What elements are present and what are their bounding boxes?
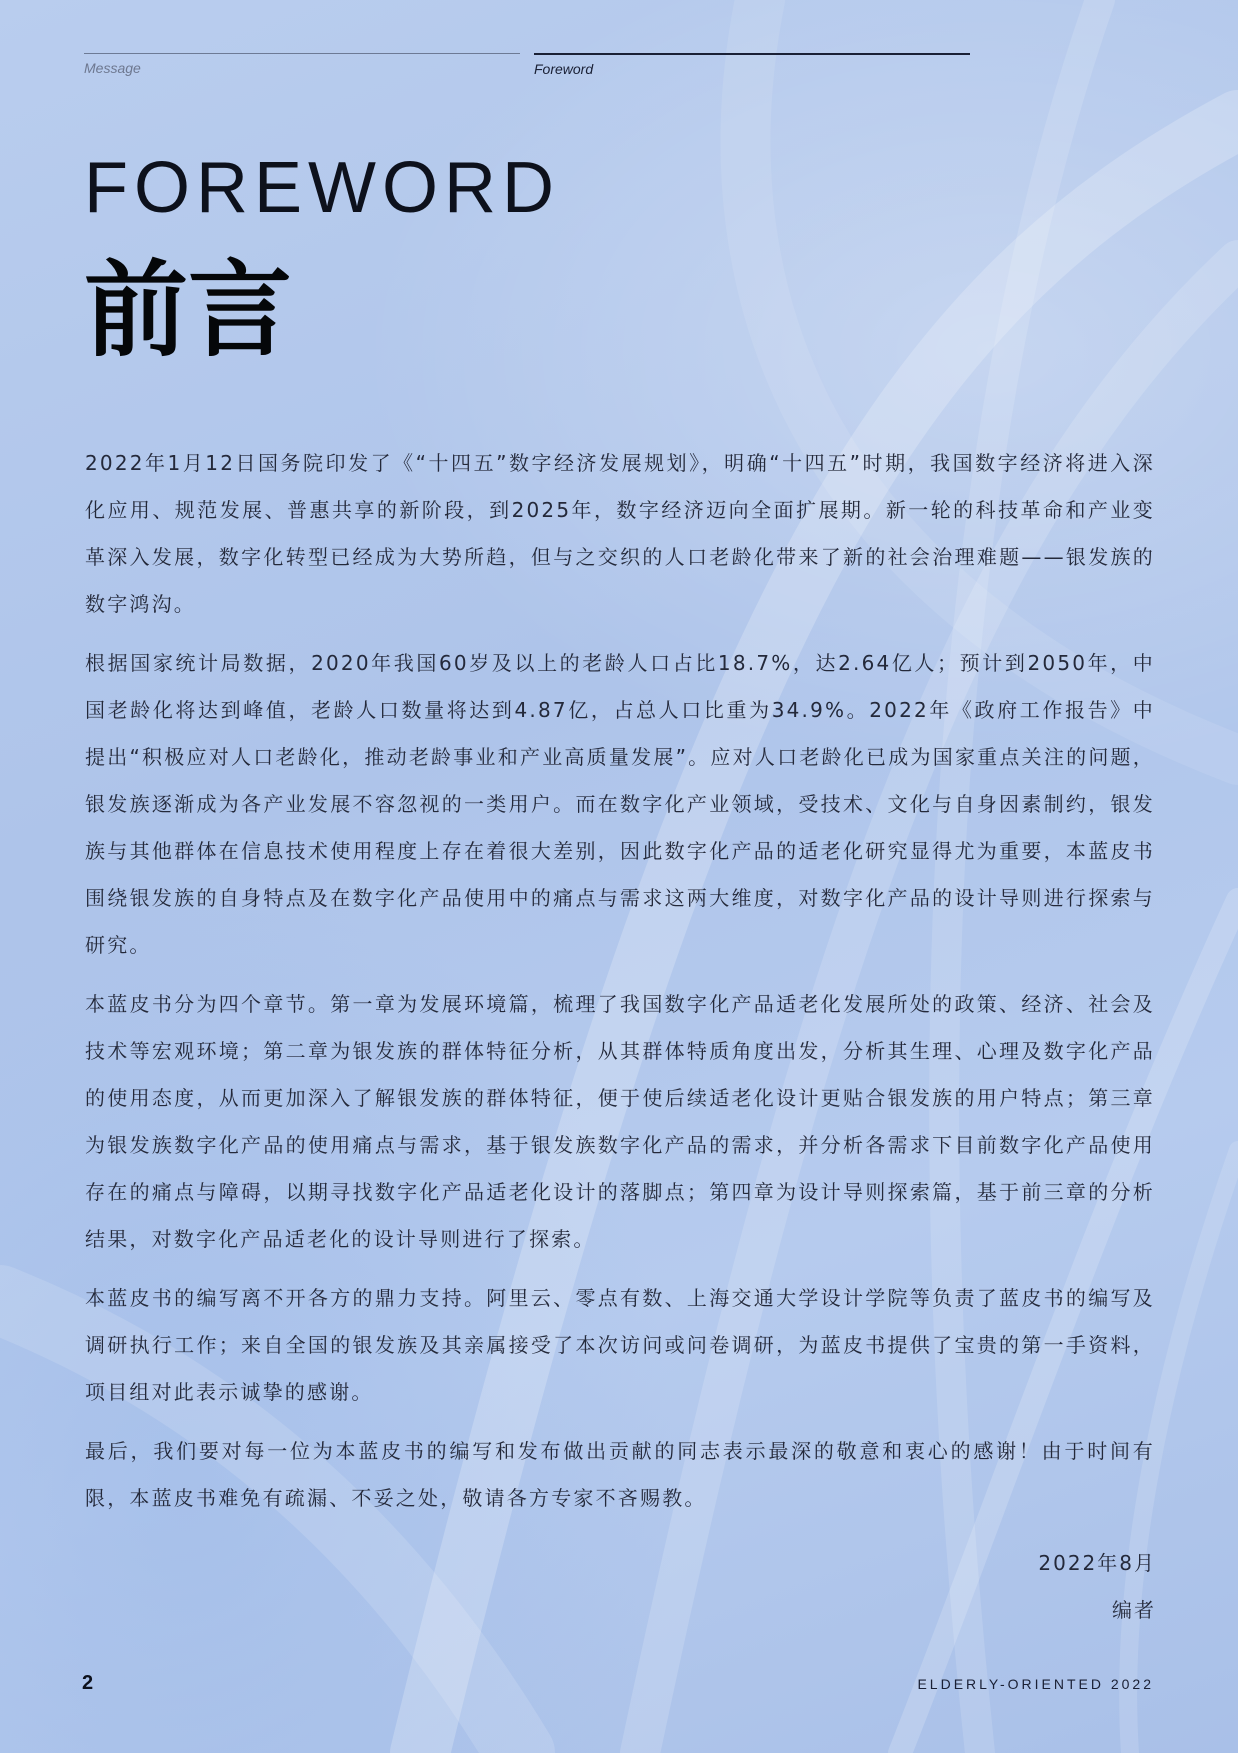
nav-tab-label: Message	[84, 60, 141, 76]
page-number: 2	[82, 1672, 94, 1694]
nav-tab-rule	[84, 53, 520, 54]
paragraph: 本蓝皮书分为四个章节。第一章为发展环境篇，梳理了我国数字化产品适老化发展所处的政策、经济、社会及技术等宏观环境；第二章为银发族的群体特征分析，从其群体特质角度出发，分析其生理、心理及数字化产品的使用态度，从而更加深入了解银发族的群体特征，便于使后续适老化设计更贴合银发族的用户特点；第三章为银发族数字化产品的使用痛点与需求，基于银发族数字化产品的需求，并分析各需求下目前数字化产品使用存在的痛点与障碍，以期寻找数字化产品适老化设计的落脚点；第四章为设计导则探索篇，基于前三章的分析结果，对数字化产品适老化的设计导则进行了探索。	[85, 992, 1155, 1251]
page-title-english: FOREWORD	[84, 148, 560, 228]
section-nav	[84, 53, 970, 83]
page-title-chinese: 前言	[84, 249, 293, 371]
nav-tab-label: Foreword	[534, 61, 594, 77]
signature-block	[1038, 1540, 1156, 1634]
signature-author: 编者	[1112, 1598, 1156, 1622]
nav-tab-foreword[interactable]	[534, 53, 970, 77]
nav-tab-message[interactable]	[84, 53, 520, 76]
footer-brand: ELDERLY-ORIENTED 2022	[917, 1676, 1154, 1692]
signature-date: 2022年8月	[1038, 1551, 1156, 1575]
paragraph: 本蓝皮书的编写离不开各方的鼎力支持。阿里云、零点有数、上海交通大学设计学院等负责了蓝皮书的编写及调研执行工作；来自全国的银发族及其亲属接受了本次访问或问卷调研，为蓝皮书提供了宝贵的第一手资料，项目组对此表示诚挚的感谢。	[85, 1286, 1155, 1404]
nav-tab-rule	[534, 53, 970, 55]
paragraph: 2022年1月12日国务院印发了《“十四五”数字经济发展规划》，明确“十四五”时期，我国数字经济将进入深化应用、规范发展、普惠共享的新阶段，到2025年，数字经济迈向全面扩展期。新一轮的科技革命和产业变革深入发展，数字化转型已经成为大势所趋，但与之交织的人口老龄化带来了新的社会治理难题——银发族的数字鸿沟。	[85, 451, 1155, 616]
paragraph: 根据国家统计局数据，2020年我国60岁及以上的老龄人口占比18.7%，达2.64亿人；预计到2050年，中国老龄化将达到峰值，老龄人口数量将达到4.87亿，占总人口比重为34.9%。2022年《政府工作报告》中提出“积极应对人口老龄化，推动老龄事业和产业高质量发展”。应对人口老龄化已成为国家重点关注的问题，银发族逐渐成为各产业发展不容忽视的一类用户。而在数字化产业领域，受技术、文化与自身因素制约，银发族与其他群体在信息技术使用程度上存在着很大差别，因此数字化产品的适老化研究显得尤为重要，本蓝皮书围绕银发族的自身特点及在数字化产品使用中的痛点与需求这两大维度，对数字化产品的设计导则进行探索与研究。	[85, 651, 1155, 957]
paragraph: 最后，我们要对每一位为本蓝皮书的编写和发布做出贡献的同志表示最深的敬意和衷心的感谢！由于时间有限，本蓝皮书难免有疏漏、不妥之处，敬请各方专家不吝赐教。	[85, 1439, 1155, 1510]
foreword-body	[85, 440, 1155, 1534]
